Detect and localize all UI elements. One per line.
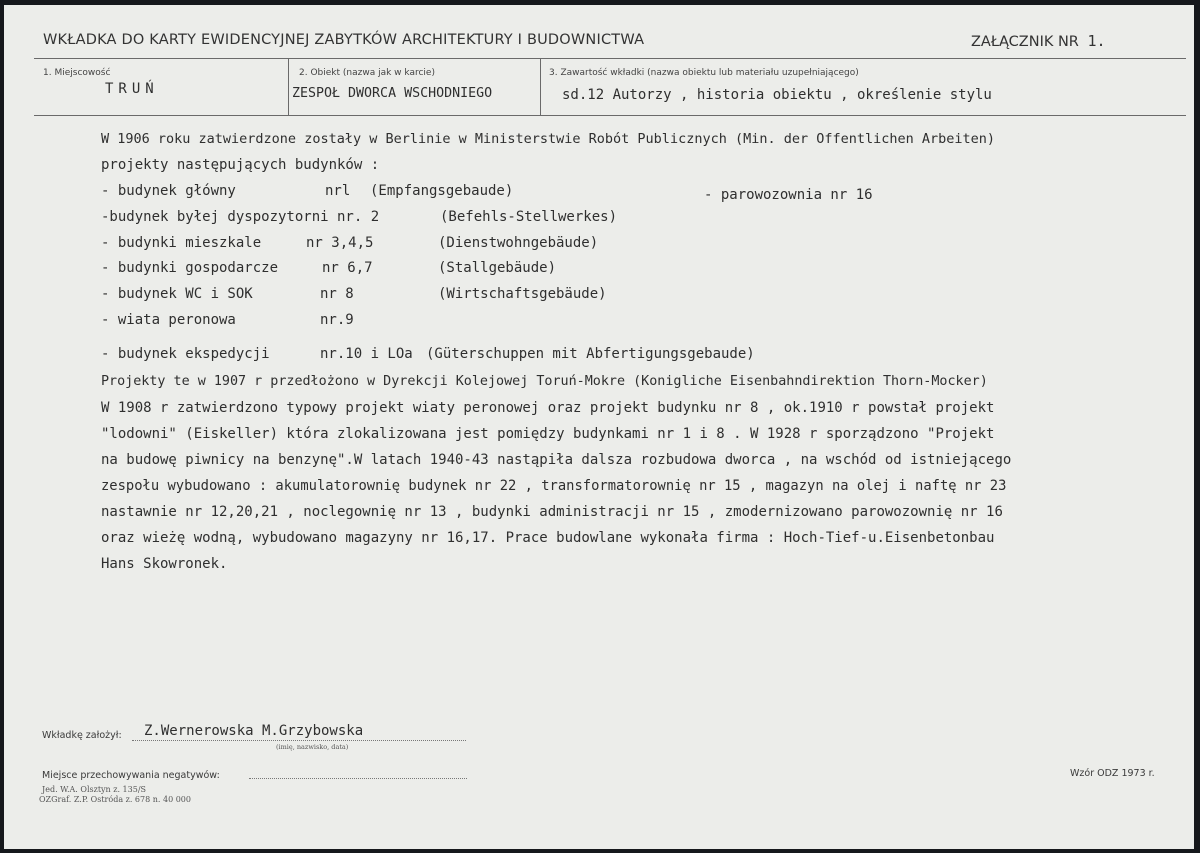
para-line-4: na budowę piwnicy na benzynę".W latach 1940-43 nastąpiła dalsza rozbudowa dworca , na wschód od istniejącego xyxy=(101,452,1012,468)
field2-value: ZESPOŁ DWORCA WSCHODNIEGO xyxy=(292,86,493,101)
para-line-8: Hans Skowronek. xyxy=(101,556,228,572)
item-3-name: - budynki mieszkale xyxy=(101,235,262,251)
item-5-name: - budynek WC i SOK xyxy=(101,286,253,302)
item-1-nr: nrl xyxy=(325,183,351,199)
author-hint: (imię, nazwisko, data) xyxy=(276,743,349,751)
item-2-de: (Befehls-Stellwerkes) xyxy=(440,209,618,225)
para-line-5: zespołu wybudowano : akumulatorownię budynek nr 22 , transformatorownię nr 15 , magazyn na olej i naftę nr 23 xyxy=(101,478,1007,494)
header-rule-top xyxy=(34,58,1186,59)
field3-value: sd.12 Autorzy , historia obiektu , określenie stylu xyxy=(562,87,992,103)
item-6-nr: nr.9 xyxy=(320,312,354,328)
annex-label: ZAŁĄCZNIK NR xyxy=(971,34,1079,50)
author-label: Wkładkę założył: xyxy=(42,730,122,741)
item-4-de: (Stallgebäude) xyxy=(438,260,557,276)
author-dotline xyxy=(132,740,466,741)
field3-label: 3. Zawartość wkładki (nazwa obiektu lub materiału uzupełniającego) xyxy=(549,68,859,78)
intro-line-2: projekty następujących budynków : xyxy=(101,157,380,173)
item-7-nr: nr.10 i LOa xyxy=(320,346,413,362)
form-model: Wzór ODZ 1973 r. xyxy=(1070,768,1155,779)
print-note-2: OZGraf. Z.P. Ostróda z. 678 n. 40 000 xyxy=(39,795,191,804)
annex-heading xyxy=(971,32,1106,50)
storage-label: Miejsce przechowywania negatywów: xyxy=(42,770,220,781)
item-6-name: - wiata peronowa xyxy=(101,312,236,328)
item-4-name: - budynki gospodarcze xyxy=(101,260,279,276)
print-note-1: Jed. W.A. Olsztyn z. 135/S xyxy=(42,785,146,794)
item-3-de: (Dienstwohngebäude) xyxy=(438,235,599,251)
right-item: - parowozownia nr 16 xyxy=(704,187,873,203)
header-rule-bottom xyxy=(34,115,1186,116)
intro-line-1: W 1906 roku zatwierdzone zostały w Berlinie w Ministerstwie Robót Publicznych (Min. der Offentlichen Arbeiten) xyxy=(101,131,996,147)
item-1-de: (Empfangsgebaude) xyxy=(370,183,514,199)
para-line-2: W 1908 r zatwierdzono typowy projekt wiaty peronowej oraz projekt budynku nr 8 , ok.1910 r powstał projekt xyxy=(101,400,995,416)
item-7-name: - budynek ekspedycji xyxy=(101,346,270,362)
item-7-de: (Güterschuppen mit Abfertigungsgebaude) xyxy=(426,346,755,362)
header-title: WKŁADKA DO KARTY EWIDENCYJNEJ ZABYTKÓW ARCHITEKTURY I BUDOWNICTWA xyxy=(43,32,645,48)
item-4-nr: nr 6,7 xyxy=(322,260,373,276)
field-divider-1 xyxy=(288,58,289,115)
storage-dotline xyxy=(249,778,467,779)
item-1-name: - budynek główny xyxy=(101,183,236,199)
document-card xyxy=(4,5,1194,849)
author-value: Z.Wernerowska M.Grzybowska xyxy=(144,723,364,739)
item-3-nr: nr 3,4,5 xyxy=(306,235,374,251)
item-2-name: -budynek byłej dyspozytorni nr. 2 xyxy=(101,209,380,225)
para-line-6: nastawnie nr 12,20,21 , noclegownię nr 13 , budynki administracji nr 15 , zmodernizowano parowozownię nr 16 xyxy=(101,504,1003,520)
field1-value: TRUŃ xyxy=(105,81,159,97)
para-line-1: Projekty te w 1907 r przedłożono w Dyrekcji Kolejowej Toruń-Mokre (Konigliche Eisenbahndirektion Thorn-Mocker) xyxy=(101,374,988,389)
field-divider-2 xyxy=(540,58,541,115)
para-line-3: "lodowni" (Eiskeller) która zlokalizowana jest pomiędzy budynkami nr 1 i 8 . W 1928 r sporządzono "Projekt xyxy=(101,426,995,442)
item-5-de: (Wirtschaftsgebäude) xyxy=(438,286,607,302)
field2-label: 2. Obiekt (nazwa jak w karcie) xyxy=(299,68,435,78)
field1-label: 1. Miejscowość xyxy=(43,68,111,78)
annex-number: 1. xyxy=(1087,32,1106,50)
para-line-7: oraz wieżę wodną, wybudowano magazyny nr 16,17. Prace budowlane wykonała firma : Hoch-Tief-u.Eisenbetonbau xyxy=(101,530,995,546)
item-5-nr: nr 8 xyxy=(320,286,354,302)
